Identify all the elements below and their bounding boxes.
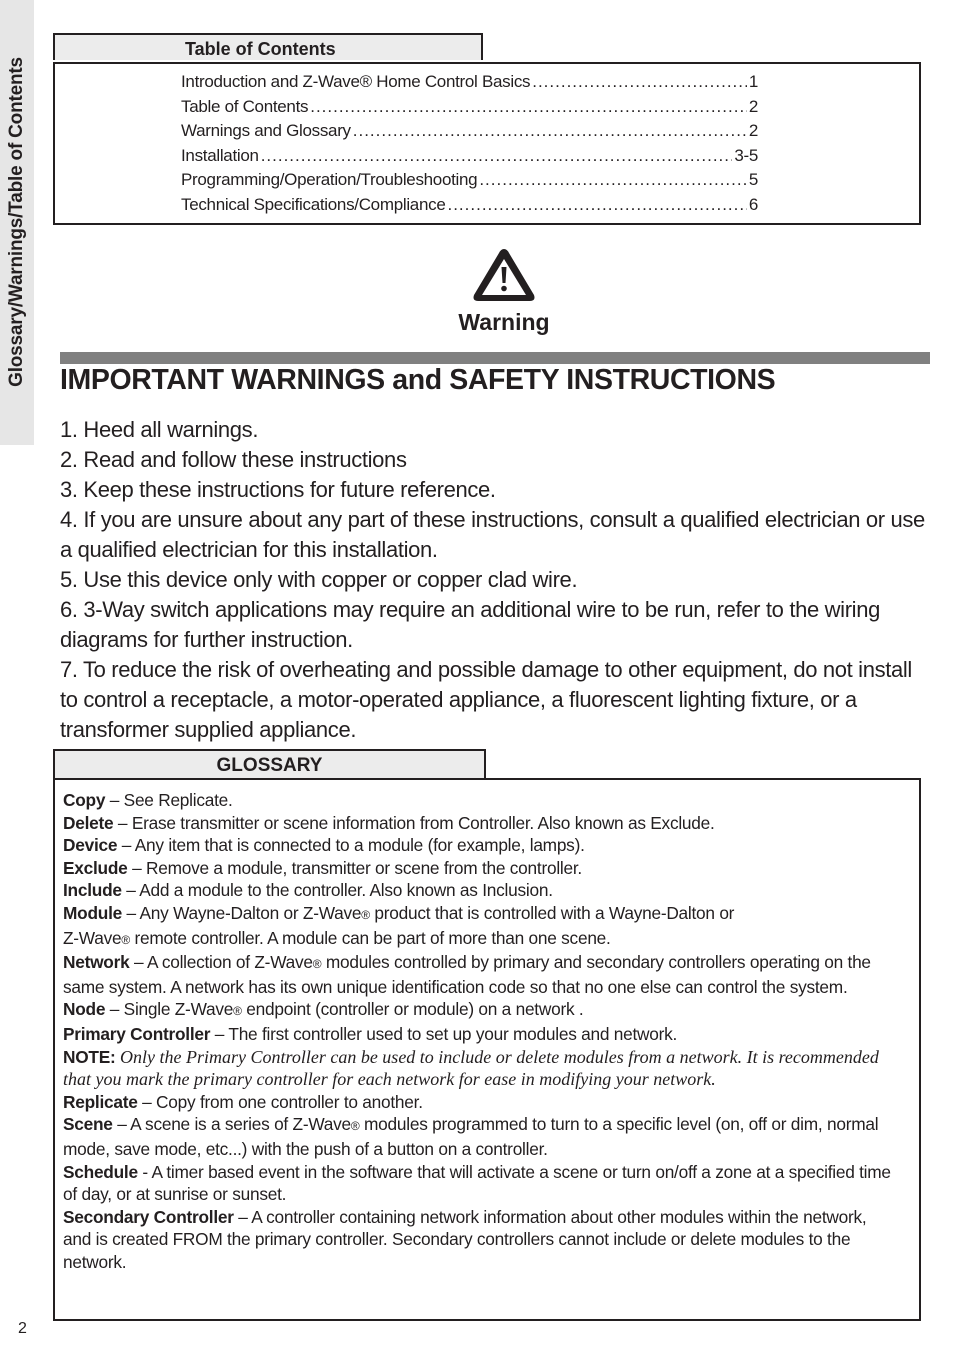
toc-leader xyxy=(310,97,747,117)
glossary-definition: – A controller containing network information about other modules within the network, and is created FROM the primary controller. Secondary controllers cannot include or delete modules to the network. xyxy=(63,1206,867,1272)
note-text: Only the Primary Controller can be used to include or delete modules from a network. It is recommended that you mark the primary controller for each network for ease in modifying your network. xyxy=(63,1046,879,1090)
glossary-definition: – See Replicate. xyxy=(105,790,233,810)
glossary-entry xyxy=(63,879,893,902)
toc-entry-label: Introduction and Z-Wave® Home Control Basics xyxy=(181,72,531,91)
glossary-term: Delete xyxy=(63,812,114,833)
glossary-definition: – Add a module to the controller. Also known as Inclusion. xyxy=(121,880,553,901)
toc-entry[interactable] xyxy=(181,97,758,122)
glossary-definition: – Single Z-Wave xyxy=(105,999,234,1020)
glossary-definition: modules programmed to turn to a specific level (on, off or dim, normal mode, save mode, etc...) with the push of a button on a controller. xyxy=(63,1114,879,1159)
warning-item: 6. 3-Way switch applications may require an additional wire to be run, refer to the wiring diagrams for further instruction. xyxy=(60,597,880,652)
registered-mark: ® xyxy=(350,1119,360,1134)
glossary-term: Copy xyxy=(63,790,106,810)
heading-rule xyxy=(60,352,930,364)
glossary-term: Exclude xyxy=(63,857,128,878)
warning-item: 1. Heed all warnings. xyxy=(60,417,259,442)
warning-item: 3. Keep these instructions for future reference. xyxy=(60,477,496,502)
glossary-definition: modules controlled by primary and secondary controllers operating on the same system. A network has its own unique identification code so that no one else can control the system. xyxy=(63,952,871,997)
toc-leader xyxy=(532,72,747,92)
glossary-entry xyxy=(63,834,893,857)
glossary-definition: – Any Wayne-Dalton or Z-Wave xyxy=(121,902,362,923)
glossary-definition: – A collection of Z-Wave xyxy=(129,952,313,973)
toc-entry-page: 2 xyxy=(748,121,758,141)
glossary-term: Include xyxy=(63,880,122,901)
warning-item: 7. To reduce the risk of overheating and possible damage to other equipment, do not install to control a receptacle, a motor-operated appliance, a fluorescent lighting fixture, or a transformer supplied appliance. xyxy=(60,657,912,742)
toc-entry-page: 3-5 xyxy=(734,145,758,165)
warning-caption: Warning xyxy=(458,309,550,335)
glossary-entry xyxy=(63,789,893,812)
glossary-term: Network xyxy=(63,952,130,973)
glossary-entry xyxy=(63,1023,893,1046)
glossary-entry xyxy=(63,857,893,880)
glossary-term: Module xyxy=(63,902,122,923)
toc-entry-label: Table of Contents xyxy=(181,96,309,116)
glossary-term: Node xyxy=(63,999,106,1020)
glossary-term: Schedule xyxy=(63,1161,138,1182)
glossary-entry xyxy=(63,1113,893,1160)
toc-entry[interactable] xyxy=(181,121,758,146)
glossary-entry xyxy=(63,812,893,835)
toc-list xyxy=(181,72,758,220)
glossary-note xyxy=(63,1046,893,1091)
glossary-entry xyxy=(63,1161,893,1206)
toc-entry-page: 2 xyxy=(748,96,758,116)
glossary-term: Secondary Controller xyxy=(63,1206,234,1227)
registered-mark: ® xyxy=(121,932,130,947)
glossary-list xyxy=(63,789,893,1273)
toc-entry-label: Warnings and Glossary xyxy=(181,121,351,141)
glossary-entry xyxy=(63,998,893,1023)
toc-entry[interactable] xyxy=(181,170,758,195)
toc-leader xyxy=(479,170,747,190)
glossary-definition: product that is controlled with a Wayne-Dalton or xyxy=(369,902,735,923)
glossary-entry xyxy=(63,1091,893,1114)
glossary-term: Device xyxy=(63,835,118,856)
toc-entry-page: 6 xyxy=(748,194,758,214)
toc-leader xyxy=(261,146,733,166)
glossary-definition: Z-Wave xyxy=(63,927,122,948)
toc-entry-page: 5 xyxy=(748,170,758,190)
glossary-definition: – Copy from one controller to another. xyxy=(137,1091,423,1112)
glossary-definition: – Remove a module, transmitter or scene from the controller. xyxy=(127,857,582,878)
warning-item: 2. Read and follow these instructions xyxy=(60,447,407,472)
glossary-entry xyxy=(63,951,893,998)
registered-mark: ® xyxy=(233,1004,242,1019)
registered-mark: ® xyxy=(361,907,370,922)
toc-entry-page: 1 xyxy=(748,72,758,91)
glossary-term: Replicate xyxy=(63,1091,138,1112)
glossary-definition: – A scene is a series of Z-Wave xyxy=(112,1114,351,1135)
glossary-heading: GLOSSARY xyxy=(53,749,486,778)
toc-entry-label: Technical Specifications/Compliance xyxy=(181,194,446,214)
glossary-entry xyxy=(63,902,893,951)
toc-entry-label: Installation xyxy=(181,145,259,165)
warning-item: 4. If you are unsure about any part of these instructions, consult a qualified electrician or use a qualified electrician for this installation. xyxy=(60,507,925,562)
glossary-definition: endpoint (controller or module) on a network . xyxy=(241,999,584,1020)
glossary-definition: – Erase transmitter or scene information from Controller. Also known as Exclude. xyxy=(113,812,715,833)
toc-heading: Table of Contents xyxy=(53,33,483,60)
toc-entry[interactable] xyxy=(181,146,758,171)
glossary-term: Primary Controller xyxy=(63,1023,211,1044)
registered-mark: ® xyxy=(312,957,322,972)
glossary-term: Scene xyxy=(63,1114,113,1135)
glossary-definition: – The first controller used to set up your modules and network. xyxy=(210,1023,678,1044)
page-number: 2 xyxy=(18,1320,27,1337)
glossary-definition: remote controller. A module can be part of more than one scene. xyxy=(129,927,611,948)
note-label: NOTE: xyxy=(63,1046,116,1067)
warning-item: 5. Use this device only with copper or copper clad wire. xyxy=(60,567,578,592)
toc-entry-label: Programming/Operation/Troubleshooting xyxy=(181,170,478,190)
toc-entry[interactable] xyxy=(181,195,758,220)
warnings-list xyxy=(60,415,928,745)
glossary-box xyxy=(53,778,921,1321)
side-tab xyxy=(0,0,34,445)
glossary-definition: – Any item that is connected to a module (for example, lamps). xyxy=(117,835,585,856)
toc-leader xyxy=(447,195,746,215)
glossary-entry xyxy=(63,1206,893,1274)
toc-entry[interactable] xyxy=(181,72,758,97)
warnings-heading: IMPORTANT WARNINGS and SAFETY INSTRUCTIONS xyxy=(60,364,776,396)
warning-triangle-icon xyxy=(470,245,538,305)
glossary-definition: - A timer based event in the software that will activate a scene or turn on/off a zone at a specified time of day, or at sunrise or sunset. xyxy=(63,1161,891,1205)
side-tab-label: Glossary/Warnings/Table of Contents xyxy=(6,57,27,387)
toc-box xyxy=(53,62,921,225)
toc-leader xyxy=(353,121,747,141)
